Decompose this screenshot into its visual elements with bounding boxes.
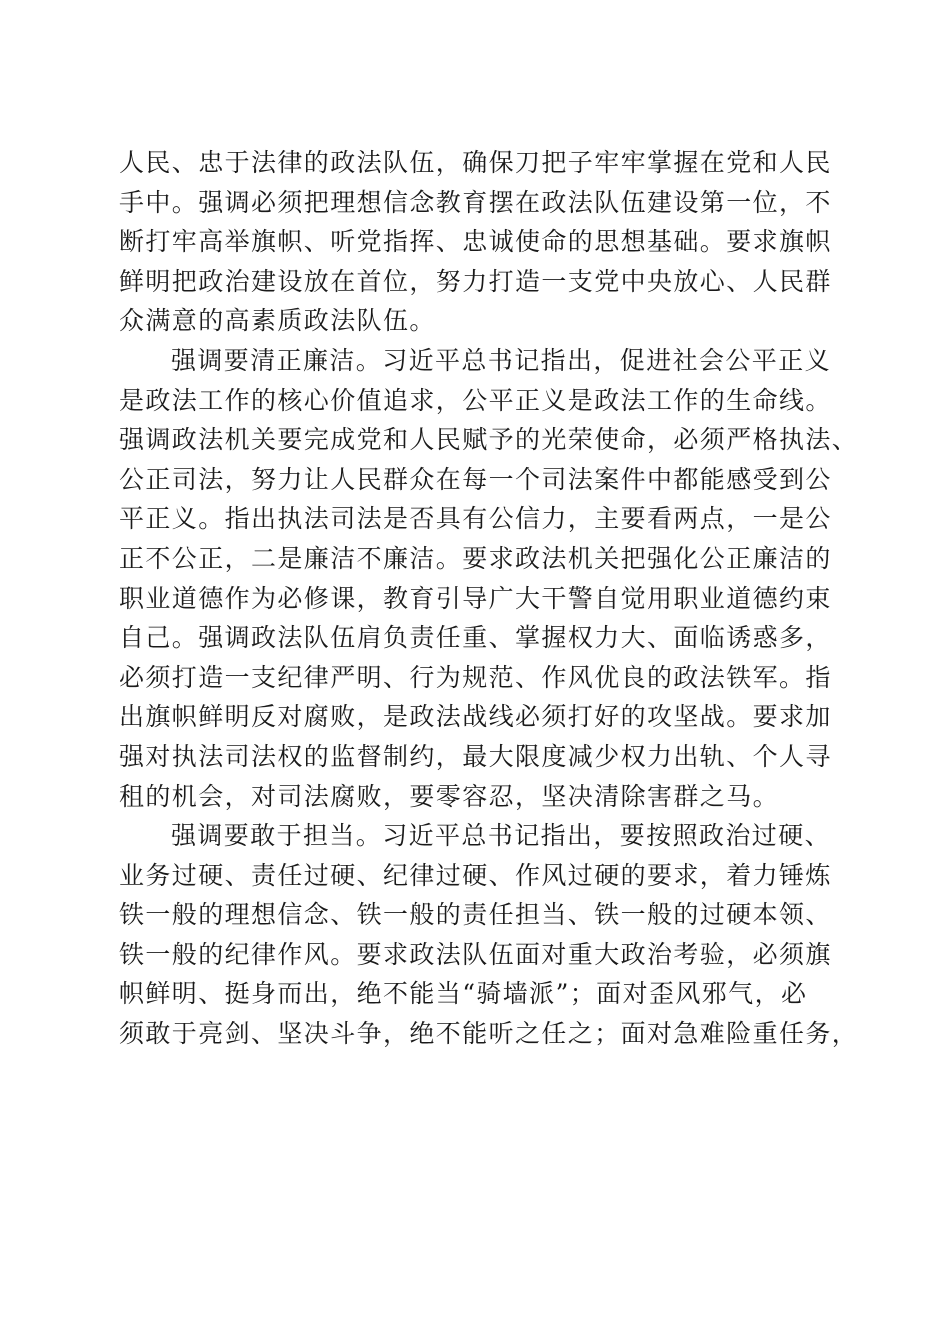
paragraph-2-line-2: 是政法工作的核心价值追求，公平正义是政法工作的生命线。 [119,385,832,415]
paragraph-3-line-4: 铁一般的纪律作风。要求政法队伍面对重大政治考验，必须旗 [119,939,832,969]
paragraph-1-line-5: 众满意的高素质政法队伍。 [119,306,436,336]
paragraph-1-line-3: 断打牢高举旗帜、听党指挥、忠诚使命的思想基础。要求旗帜 [119,227,832,257]
paragraph-1-line-4: 鲜明把政治建设放在首位，努力打造一支党中央放心、人民群 [119,266,832,296]
paragraph-2-line-9: 必须打造一支纪律严明、行为规范、作风优良的政法铁军。指 [119,662,832,692]
paragraph-3-line-2: 业务过硬、责任过硬、纪律过硬、作风过硬的要求，着力锤炼 [119,860,832,890]
paragraph-2-line-4: 公正司法，努力让人民群众在每一个司法案件中都能感受到公 [119,464,832,494]
paragraph-1-line-2: 手中。强调必须把理想信念教育摆在政法队伍建设第一位，不 [119,187,832,217]
paragraph-3-line-6: 须敢于亮剑、坚决斗争，绝不能听之任之；面对急难险重任务， [119,1019,859,1049]
paragraph-2-line-10: 出旗帜鲜明反对腐败，是政法战线必须打好的攻坚战。要求加 [119,702,832,732]
paragraph-2-line-3: 强调政法机关要完成党和人民赋予的光荣使命，必须严格执法、 [119,425,859,455]
paragraph-2-line-11: 强对执法司法权的监督制约，最大限度减少权力出轨、个人寻 [119,741,832,771]
paragraph-2-line-1: 强调要清正廉洁。习近平总书记指出，促进社会公平正义 [171,345,832,375]
paragraph-2-line-5: 平正义。指出执法司法是否具有公信力，主要看两点，一是公 [119,504,832,534]
paragraph-1-line-1: 人民、忠于法律的政法队伍，确保刀把子牢牢掌握在党和人民 [119,148,832,177]
paragraph-3-line-3: 铁一般的理想信念、铁一般的责任担当、铁一般的过硬本领、 [119,900,832,930]
document-body [119,143,859,1054]
paragraph-2-line-6: 正不公正，二是廉洁不廉洁。要求政法机关把强化公正廉洁的 [119,543,832,573]
paragraph-2-line-7: 职业道德作为必修课，教育引导广大干警自觉用职业道德约束 [119,583,832,613]
paragraph-3-line-1: 强调要敢于担当。习近平总书记指出，要按照政治过硬、 [171,821,832,851]
paragraph-2-line-12: 租的机会，对司法腐败，要零容忍，坚决清除害群之马。 [119,781,780,811]
paragraph-2-line-8: 自己。强调政法队伍肩负责任重、掌握权力大、面临诱惑多， [119,623,832,653]
paragraph-3-line-5: 帜鲜明、挺身而出，绝不能当“骑墙派”；面对歪风邪气，必 [119,979,808,1009]
